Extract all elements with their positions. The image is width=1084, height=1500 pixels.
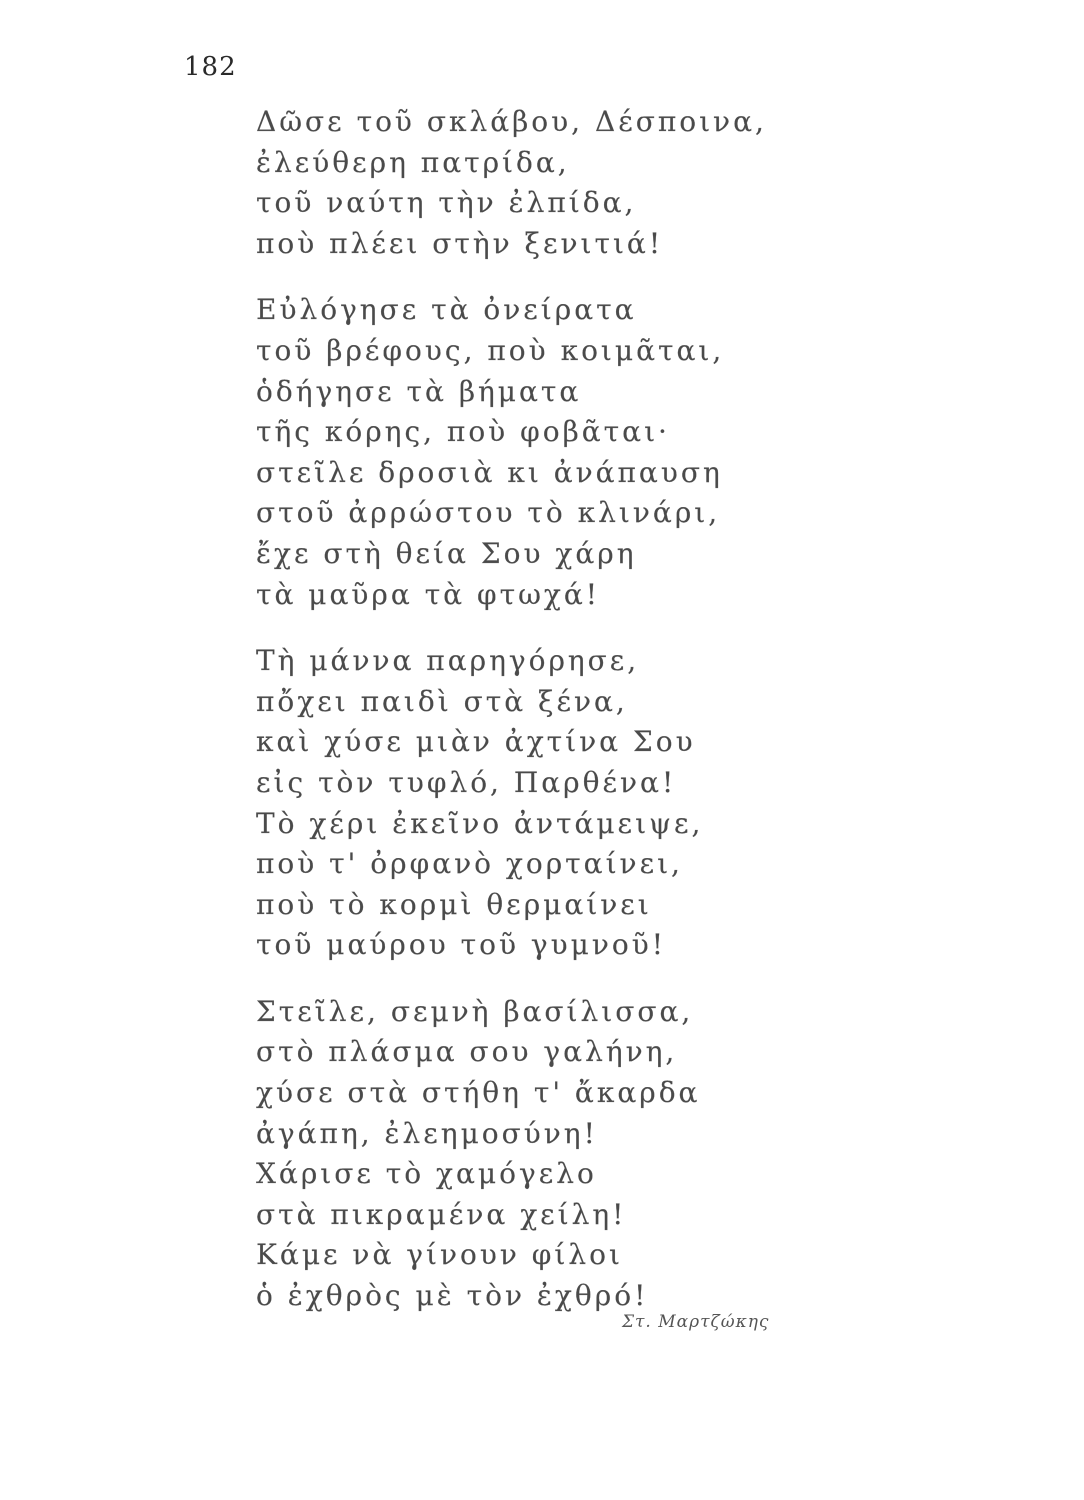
poem-line: καὶ χύσε μιὰν ἀχτίνα Σου: [256, 725, 696, 759]
poem-line: ποὺ πλέει στὴν ξενιτιά!: [256, 226, 664, 260]
poem-line: τοῦ βρέφους, ποὺ κοιμᾶται,: [256, 333, 725, 367]
stanza-3: [256, 641, 856, 966]
poem-line: Στεῖλε, σεμνὴ βασίλισσα,: [256, 994, 694, 1028]
poem-line: στὸ πλάσμα σου γαλήνη,: [256, 1035, 678, 1069]
poem-line: Τὴ μάννα παρηγόρησε,: [256, 644, 640, 678]
poem-line: στεῖλε δροσιὰ κι ἀνάπαυση: [256, 455, 723, 489]
poem-line: ἀγάπη, ἐλεημοσύνη!: [256, 1116, 598, 1150]
poem-line: ποὺ τ' ὀρφανὸ χορταίνει,: [256, 847, 683, 881]
stanza-2: [256, 290, 856, 615]
poem-line: εἰς τὸν τυφλό, Παρθένα!: [256, 765, 677, 799]
poem-line: στοῦ ἀρρώστου τὸ κλινάρι,: [256, 496, 721, 530]
poem-line: ὁδήγησε τὰ βήματα: [256, 374, 582, 408]
poem-line: ποὺ τὸ κορμὶ θερμαίνει: [256, 887, 652, 921]
poem-line: χύσε στὰ στήθη τ' ἄκαρδα: [256, 1076, 701, 1110]
stanza-1: [256, 102, 856, 264]
poem-line: ὁ ἐχθρὸς μὲ τὸν ἐχθρό!: [256, 1279, 649, 1313]
poem-line: τῆς κόρης, ποὺ φοβᾶται·: [256, 415, 670, 449]
poem-line: ἔχε στὴ θεία Σου χάρη: [256, 536, 637, 570]
poem-line: τοῦ ναύτη τὴν ἐλπίδα,: [256, 186, 637, 220]
poem-line: Κάμε νὰ γίνουν φίλοι: [256, 1238, 623, 1272]
author-signature: Στ. Μαρτζώκης: [622, 1312, 770, 1332]
stanza-4: [256, 992, 856, 1317]
page-number: 182: [184, 52, 237, 82]
poem: [256, 102, 856, 1343]
poem-line: Χάρισε τὸ χαμόγελο: [256, 1157, 597, 1191]
poem-line: Δῶσε τοῦ σκλάβου, Δέσποινα,: [256, 105, 767, 138]
poem-line: στὰ πικραμένα χείλη!: [256, 1197, 627, 1231]
poem-line: τὰ μαῦρα τὰ φτωχά!: [256, 577, 601, 611]
poem-line: τοῦ μαύρου τοῦ γυμνοῦ!: [256, 928, 667, 962]
poem-line: ἐλεύθερη πατρίδα,: [256, 145, 570, 179]
poem-line: Τὸ χέρι ἐκεῖνο ἀντάμειψε,: [256, 806, 704, 840]
poem-line: Εὐλόγησε τὰ ὀνείρατα: [256, 293, 637, 327]
poem-line: πὄχει παιδὶ στὰ ξένα,: [256, 684, 628, 718]
